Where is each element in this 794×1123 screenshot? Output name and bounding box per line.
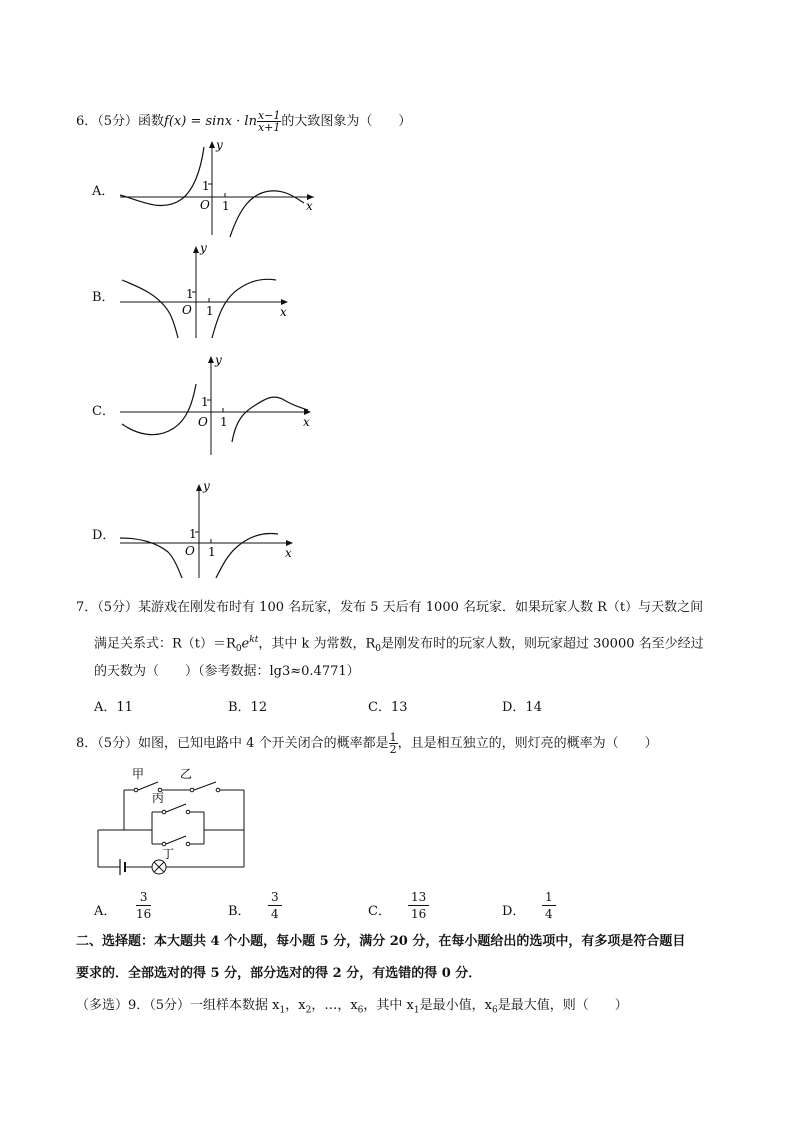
- y-tick-one: 1: [202, 179, 210, 193]
- q8-option-b-label[interactable]: B．: [228, 904, 251, 919]
- svg-text:1: 1: [206, 304, 214, 318]
- q6-option-b-label[interactable]: B．: [92, 290, 115, 305]
- q8-option-c-value: $\frac{13}{16}$: [408, 890, 429, 921]
- q6-option-c-label[interactable]: C．: [92, 404, 115, 419]
- q7-option-c[interactable]: C．13: [368, 700, 408, 715]
- svg-text:x: x: [285, 546, 292, 560]
- q8-option-d-value: $\frac{1}{4}$: [542, 890, 556, 921]
- svg-text:x: x: [280, 305, 287, 319]
- q6-option-a-label[interactable]: A．: [92, 184, 115, 199]
- q7-option-b[interactable]: B．12: [228, 700, 268, 715]
- q7-option-d[interactable]: D．14: [502, 700, 542, 715]
- svg-text:y: y: [215, 353, 222, 367]
- switch-label-ding: 丁: [162, 847, 175, 861]
- svg-text:y: y: [203, 479, 210, 493]
- q6-fraction: $\frac{x-1}{x+1}$: [257, 109, 281, 134]
- svg-text:1: 1: [201, 395, 209, 409]
- y-axis-label: y: [216, 138, 223, 152]
- svg-text:1: 1: [189, 527, 197, 541]
- switch-label-bing: 丙: [152, 791, 165, 805]
- origin-label: O: [200, 198, 210, 212]
- svg-text:y: y: [200, 241, 207, 255]
- question-9-stem: （多选）9．（5分）一组样本数据 $x_1$，$x_2$，…，$x_6$，其中 $x_1$是最小值，$x_6$是最大值，则（ ）: [76, 998, 628, 1016]
- svg-text:1: 1: [220, 415, 228, 429]
- question-7-line3: 的天数为（ ）（参考数据：lg3≈0.4771）: [94, 664, 360, 679]
- question-7-line1: 7．（5分）某游戏在刚发布时有 100 名玩家，发布 5 天后有 1000 名玩家．如果玩家人数 R（t）与天数之间: [76, 600, 704, 615]
- x-axis-label: x: [306, 199, 313, 213]
- svg-text:O: O: [185, 544, 195, 558]
- question-6-stem: 6．（5分）函数f(x) = sinx · ln $\frac{x-1}{x+1}$ 的大致图象为（ ）: [76, 109, 412, 134]
- q8-circuit-diagram: [92, 762, 252, 880]
- q8-fraction: $\frac{1}{2}$: [389, 731, 397, 756]
- svg-text:x: x: [303, 415, 310, 429]
- q6-option-d-label[interactable]: D．: [92, 528, 116, 543]
- q8-option-c-label[interactable]: C．: [368, 904, 391, 919]
- q8-option-d-label[interactable]: D．: [502, 904, 526, 919]
- q6-option-a-graph: [112, 135, 322, 245]
- switch-label-yi: 乙: [180, 767, 193, 781]
- q6-option-c-graph: [112, 350, 317, 460]
- svg-text:1: 1: [186, 287, 194, 301]
- svg-text:1: 1: [208, 545, 216, 559]
- q7-option-a[interactable]: A．11: [94, 700, 133, 715]
- question-8-stem: 8．（5分）如图，已知电路中 4 个开关闭合的概率都是 $\frac{1}{2}$ ，且是相互独立的，则灯亮的概率为（ ）: [76, 731, 658, 756]
- svg-text:O: O: [198, 415, 208, 429]
- section-2-header-line2: 要求的．全部选对的得 5 分，部分选对的得 2 分，有选错的得 0 分．: [76, 966, 482, 981]
- section-2-header-line1: 二、选择题：本大题共 4 个小题，每小题 5 分，满分 20 分，在每小题给出的选项中，有多项是符合题目: [76, 934, 686, 949]
- q8-option-a-value: $\frac{3}{16}$: [136, 890, 152, 921]
- q8-option-b-value: $\frac{3}{4}$: [268, 890, 282, 921]
- x-tick-one: 1: [222, 199, 230, 213]
- q6-option-d-graph: [112, 478, 297, 583]
- switch-label-jia: 甲: [132, 767, 145, 781]
- q8-option-a-label[interactable]: A．: [94, 904, 117, 919]
- svg-text:O: O: [182, 303, 192, 317]
- q6-option-b-graph: [112, 240, 292, 345]
- question-7-line2: 满足关系式：$R(t)=R_0e^{kt}$，其中 k 为常数，$R_0$是刚发布时的玩家人数，则玩家超过 30000 名至少经过: [94, 635, 704, 654]
